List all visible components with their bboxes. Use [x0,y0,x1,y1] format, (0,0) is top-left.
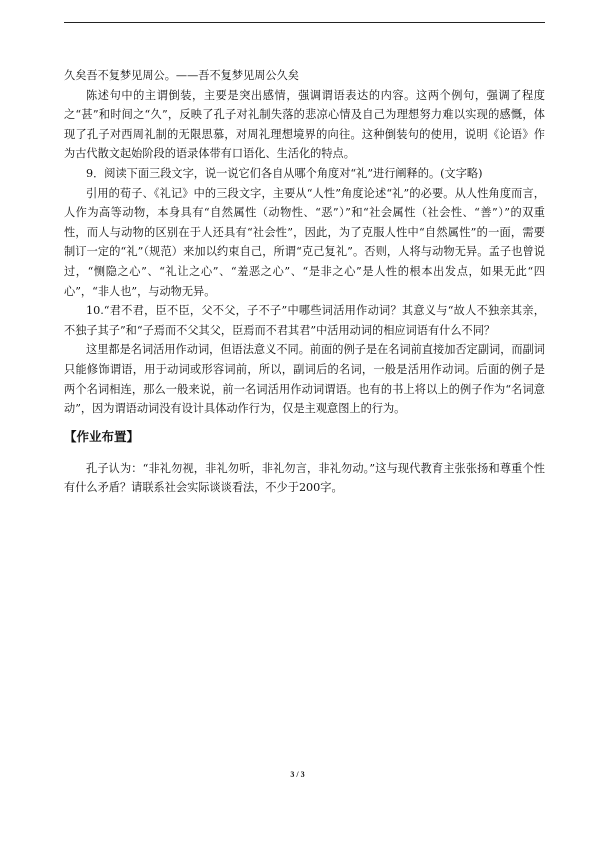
document-body [64,66,545,498]
homework-heading: 【作业布置】 [64,428,140,444]
example-sentence: 久矣吾不复梦见周公。——吾不复梦见周公久矣 [64,69,299,82]
question-9: 9．阅读下面三段文字，说一说它们各自从哪个角度对“礼”进行阐释的。(文字略) [86,166,483,180]
answer-9-paragraph: 引用的荀子、《礼记》中的三段文字，主要从“人性”角度论述“礼”的必要。从人性角度而言，人作为高等动物，本身具有“自然属性（动物性、“恶”）”和“社会属性（社会性、“善”）”的双重性，而人与动物的区别在于人还具有“社会性”，因此，为了克服人性中“自然属性”的一面，需要制订一定的“礼”（规范）来加以约束自己，所谓“克己复礼”。否则，人将与动物无异。孟子也曾说过，“恻隐之心”、“礼让之心”、“羞恶之心”、“是非之心”是人性的根本出发点，如果无此“四心”，“非人也”，与动物无异。 [64,186,545,298]
homework-text: 孔子认为：“非礼勿视，非礼勿听，非礼勿言，非礼勿动。”这与现代教育主张张扬和尊重个性有什么矛盾？请联系社会实际谈谈看法，不少于200字。 [64,461,545,495]
answer-10-paragraph: 这里都是名词活用作动词，但语法意义不同。前面的例子是在名词前直接加否定副词，而副词只能修饰谓语，用于动词或形容词前，所以，副词后的名词，一般是活用作动词。后面的例子是两个名词相连，那么一般来说，前一名词活用作动词谓语。也有的书上将以上的例子作为“名词意动”，因为谓语动词没有设计具体动作行为，仅是主观意图上的行为。 [64,343,545,416]
page-number: 3 / 3 [290,770,305,779]
header-rule [64,22,545,23]
question-10: 10.“君不君，臣不臣，父不父，子不子”中哪些词活用作动词？其意义与“故人不独亲其亲，不独子其子”和“子焉而不父其父，臣焉而不君其君”中活用动词的相应词语有什么不同？ [64,304,545,337]
answer-8-paragraph: 陈述句中的主谓倒装，主要是突出感情，强调谓语表达的内容。这两个例句，强调了程度之“甚”和时间之“久”，反映了孔子对礼制失落的悲凉心情及自己为理想努力难以实现的感慨，体现了孔子对西周礼制的无限思慕，对周礼理想境界的向往。这种倒装句的使用，说明《论语》作为古代散文起始阶段的语录体带有口语化、生活化的特点。 [64,88,545,161]
